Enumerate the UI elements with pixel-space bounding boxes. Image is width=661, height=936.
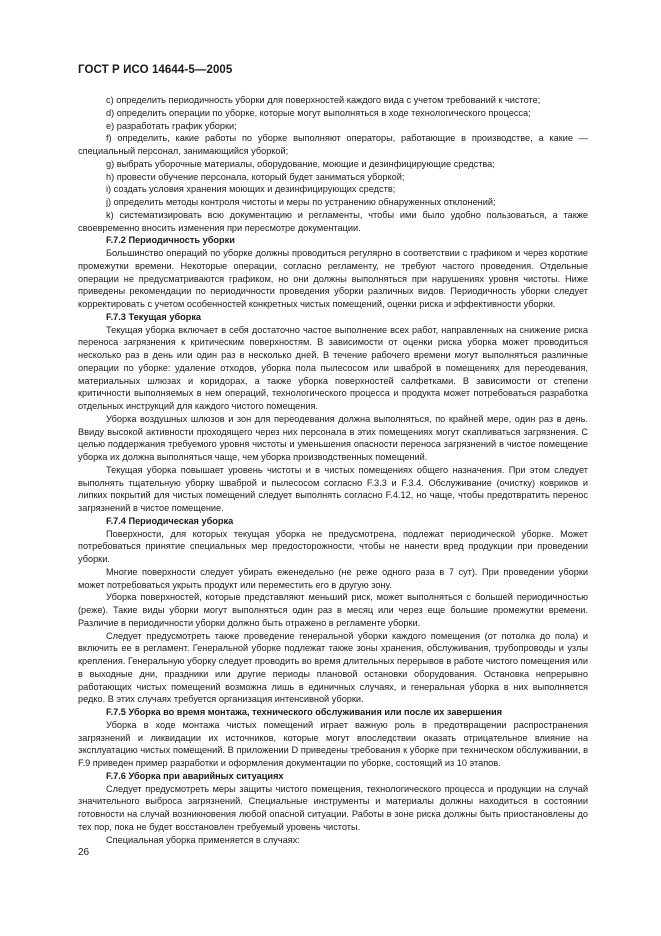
paragraph: f) определить, какие работы по уборке выполняют операторы, работающие в производстве, а какие — специальный персонал, занимающийся уборкой; [78,133,588,156]
page-number: 26 [78,847,90,858]
paragraph: c) определить периодичность уборки для поверхностей каждого вида с учетом требований к чистоте; [106,95,541,105]
document-header: ГОСТ Р ИСО 14644-5—2005 [78,64,233,76]
paragraph: Специальная уборка применяется в случаях: [106,834,300,845]
paragraph: Текущая уборка повышает уровень чистоты и в чистых помещениях общего назначения. При этом следует выполнять тщательную уборку шваброй и пылесосом согласно F.3.3 и F.3.4. Обслуживание (очистку) ковриков и липких покрытий для чистых помещений следует выполнять согласно F.4.12, но чаще, чтобы предотвратить перенос загрязнений в чистое помещение. [78,464,588,513]
paragraph: Поверхности, для которых текущая уборка не предусмотрена, подлежат периодической уборке. Может потребоваться принятие специальных мер предосторожности, чтобы не нанести вред продукции при проведении уборки. [78,528,588,564]
paragraph: Следует предусмотреть также проведение генеральной уборки каждого помещения (от потолка до пола) и включить ее в регламент. Генеральной уборке подлежат также зоны хранения, обслуживания, трубопроводы и узлы крепления. Генеральную уборку следует проводить во время длительных перерывов в работе чистого помещения или в выходные дни, праздники или другие периоды плановой остановки оборудования. Остановка непрерывно работающих чистых помещений возможна лишь в единичных случаях, и генеральная уборка в них выполняется редко. В этих случаях требуется организация интенсивной уборки. [78,630,588,705]
paragraph: k) систематизировать всю документацию и регламенты, чтобы ими было удобно пользоваться, а также своевременно вносить изменения при пересмотре документации. [78,209,588,233]
section-heading: F.7.5 Уборка во время монтажа, технического обслуживания или после их завершения [106,707,503,717]
paragraph: i) создать условия хранения моющих и дезинфицирующих средств; [106,184,396,195]
paragraph: g) выбрать уборочные материалы, оборудование, моющие и дезинфицирующие средства; [106,158,495,169]
paragraph: Большинство операций по уборке должны проводиться регулярно в соответствии с графиком и через короткие промежутки времени. Некоторые операции, согласно регламенту, не требуют частого проведения. Отдельные операции не предусматриваются графиком, но они должны выполняться при нарушениях уровня чистоты. Ниже приведены рекомендации по периодичности проведения уборки различных видов. Периодичность уборки следует корректировать с учетом особенностей конкретных чистых помещений, оценки риска и эффективности уборки. [78,248,588,309]
paragraph: e) разработать график уборки; [106,120,237,131]
section-heading: F.7.2 Периодичность уборки [106,235,235,246]
paragraph: Уборка в ходе монтажа чистых помещений играет важную роль в предотвращении распространения загрязнений и ликвидации их источников, которые могут впоследствии оказать отрицательное влияние на эксплуатацию чистых помещений. В приложении D приведены требования к уборке при техническом обслуживании, в F.9 приведен пример разработки и оформления документации по уборке, состоящий из 10 этапов. [78,719,588,768]
section-heading: F.7.4 Периодическая уборка [106,515,234,526]
paragraph: Многие поверхности следует убирать еженедельно (не реже одного раза в 7 сут). При проведении уборки может потребоваться укрыть продукт или переместить его в другую зону. [78,566,588,590]
section-heading: F.7.3 Текущая уборка [106,311,202,322]
paragraph: h) провести обучение персонала, который будет заниматься уборкой; [106,171,405,182]
paragraph: Следует предусмотреть меры защиты чистого помещения, технологического процесса и продукции на случай значительного выброса загрязнений. Специальные инструменты и материалы должны находиться в состоянии готовности на случай возникновения любой опасной ситуации. Работы в зоне риска должны быть приостановлены до тех пор, пока не будет восстановлен требуемый уровень чистоты. [78,783,588,832]
paragraph: Текущая уборка включает в себя достаточно частое выполнение всех работ, направленных на снижение риска переноса загрязнения к критическим поверхностям. В зависимости от оценки риска уборка может проводиться несколько раз в день или один раз в несколько дней. В течение рабочего времени могут выполняться различные операции по уборке: удаление отходов, уборка пола пылесосом или шваброй в помещениях для переодевания, материальных шлюзах и коридорах, а также уборка поверхностей салфетками. В зависимости от степени критичности выполняемых в нем операций, технологического процесса и продукта может потребоваться разработка отдельных инструкций для каждого чистого помещения. [78,324,588,411]
paragraph: d) определить операции по уборке, которые могут выполняться в ходе технологического процесса; [106,107,531,118]
paragraph: Уборка поверхностей, которые представляют меньший риск, может выполняться с большей периодичностью (реже). Такие виды уборки могут выполняться один раз в месяц или через еще большие промежутки времени. Различие в периодичности уборки должно быть отражено в регламенте уборки. [78,592,588,628]
paragraph: j) определить методы контроля чистоты и меры по устранению обнаруженных отклонений; [106,197,496,207]
paragraph: Уборка воздушных шлюзов и зон для переодевания должна выполняться, по крайней мере, один раз в день. Ввиду высокой активности проходящего через них персонала в этих помещениях могут скапливаться загрязнения. С целью поддержания требуемого уровня чистоты и уменьшения опасности переноса загрязнений в чистое помещение уборка их должна выполняться чаще, чем уборка производственных помещений. [78,413,588,462]
document-body [78,94,588,846]
section-heading: F.7.6 Уборка при аварийных ситуациях [106,770,284,781]
